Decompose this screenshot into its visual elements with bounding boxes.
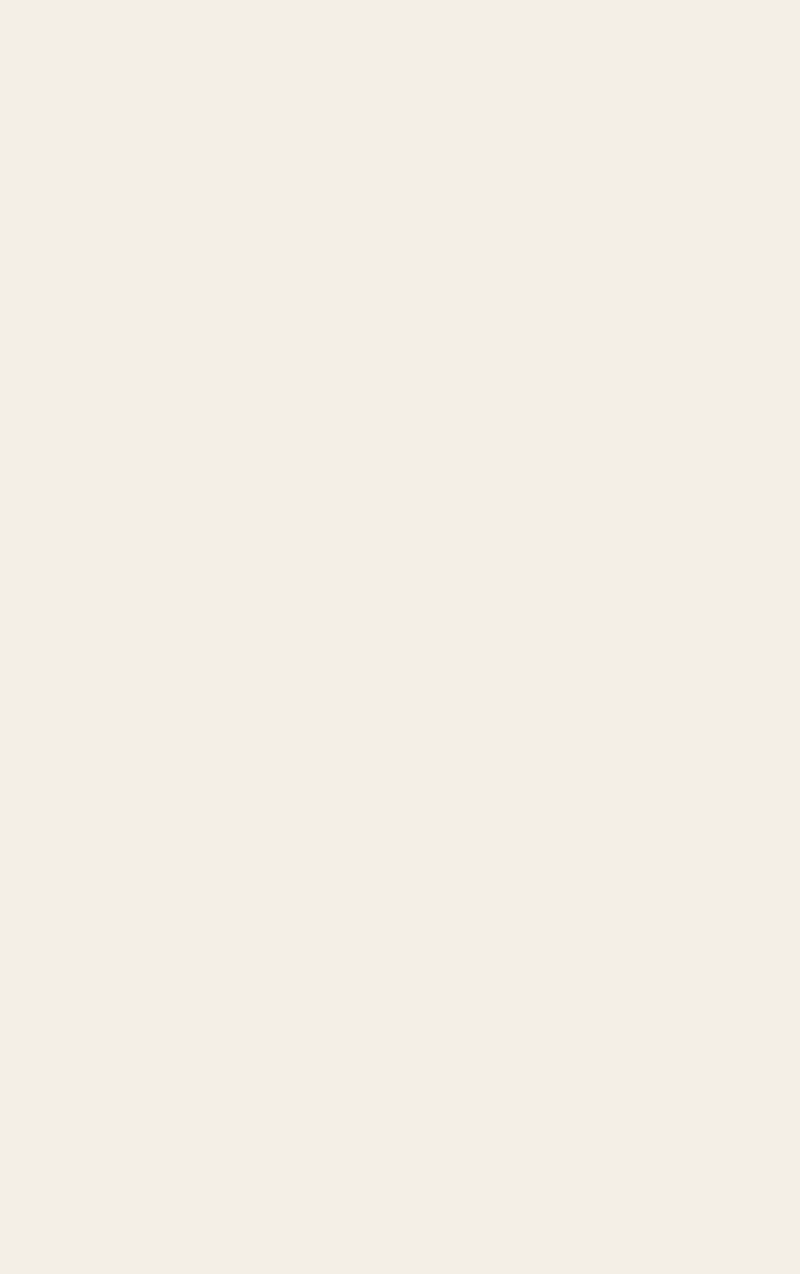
section-2-label-row (0, 289, 800, 316)
statutory-notices-table (0, 289, 800, 316)
